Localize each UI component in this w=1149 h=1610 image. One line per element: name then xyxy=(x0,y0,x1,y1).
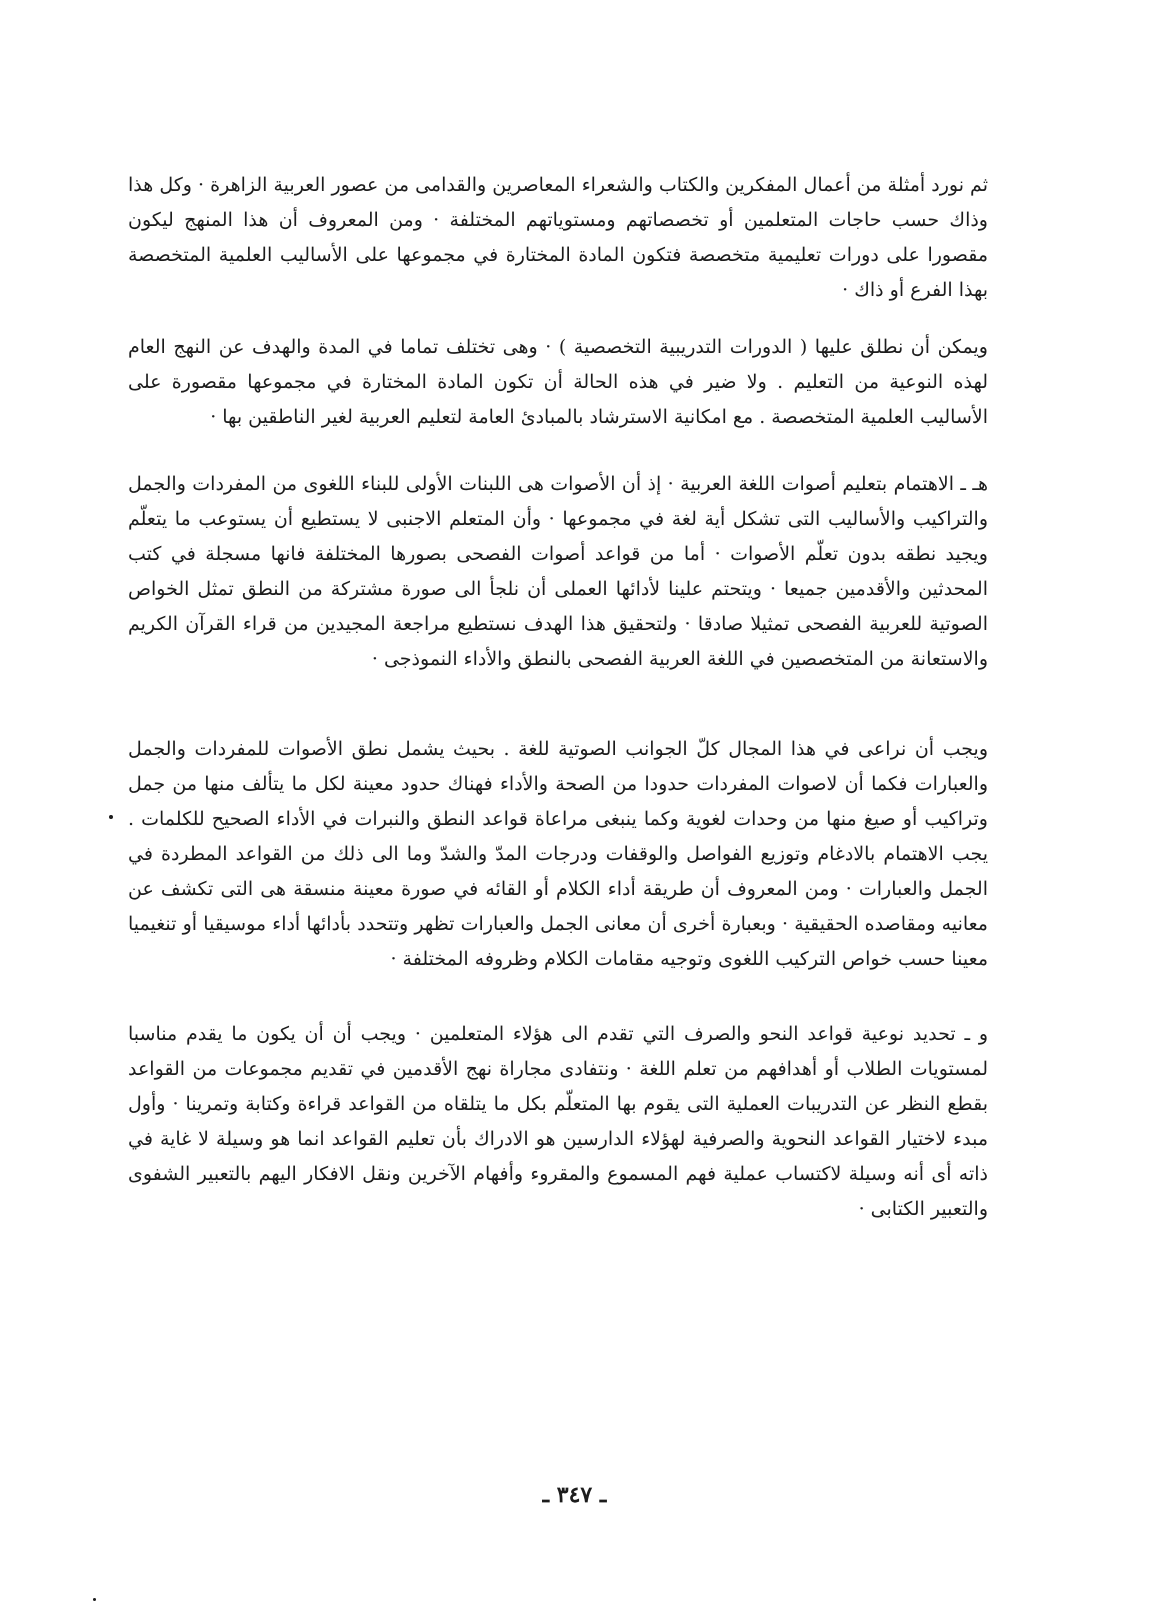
page-number: ـ ٣٤٧ ـ xyxy=(542,1482,607,1508)
page-body xyxy=(128,168,988,1227)
paragraph-3: هـ ـ الاهتمام بتعليم أصوات اللغة العربية · إذ أن الأصوات هى اللبنات الأولى للبناء اللغوى من المفردات والجمل والتراكيب والأساليب التى تشكل أية لغة في مجموعها · وأن المتعلم الاجنبى لا يستطيع أن يستوعب ما يتعلّم ويجيد نطقه بدون تعلّم الأصوات · أما من قواعد أصوات الفصحى بصورها المختلفة فانها مسجلة في كتب المحدثين والأقدمين جميعا · ويتحتم علينا لأدائها العملى أن نلجأ الى صورة مشتركة من النطق تمثل الخواص الصوتية للعربية الفصحى تمثيلا صادقا · ولتحقيق هذا الهدف نستطيع مراجعة المجيدين من قراء القرآن الكريم والاستعانة من المتخصصين في اللغة العربية الفصحى بالنطق والأداء النموذجى · xyxy=(128,473,988,670)
ink-dot-bottom xyxy=(93,1598,96,1601)
paragraph-2: ويمكن أن نطلق عليها ( الدورات التدريبية التخصصية ) · وهى تختلف تماما في المدة والهدف عن النهج العام لهذه النوعية من التعليم . ولا ضير في هذه الحالة أن تكون المادة المختارة في مجموعها مقصورة على الأساليب العلمية المتخصصة . مع امكانية الاسترشاد بالمبادئ العامة لتعليم العربية لغير الناطقين بها · xyxy=(128,336,988,428)
paragraph-4: ويجب أن نراعى في هذا المجال كلّ الجوانب الصوتية للغة . بحيث يشمل نطق الأصوات للمفردات والجمل والعبارات فكما أن لاصوات المفردات حدودا من الصحة والأداء فهناك حدود معينة لكل ما يتألف منها من جمل وتراكيب أو صيغ منها من وحدات لغوية وكما ينبغى مراعاة قواعد النطق والنبرات في الأداء الصحيح للكلمات . يجب الاهتمام بالادغام وتوزيع الفواصل والوقفات ودرجات المدّ والشدّ وما الى ذلك من القواعد المطردة في الجمل والعبارات · ومن المعروف أن طريقة أداء الكلام أو القائه في صورة معينة منسقة هى التى تكشف عن معانيه ومقاصده الحقيقية · وبعبارة أخرى أن معانى الجمل والعبارات تظهر وتتحدد بأدائها أداء موسيقيا أو تنغيميا معينا حسب خواص التركيب اللغوى وتوجيه مقامات الكلام وظروفه المختلفة · xyxy=(128,738,988,970)
paragraph-1: ثم نورد أمثلة من أعمال المفكرين والكتاب والشعراء المعاصرين والقدامى من عصور العربية الزاهرة · وكل هذا وذاك حسب حاجات المتعلمين أو تخصصاتهم ومستوياتهم المختلفة · ومن المعروف أن هذا المنهج ليكون مقصورا على دورات تعليمية متخصصة فتكون المادة المختارة في مجموعها على الأساليب العلمية المتخصصة بهذا الفرع أو ذاك · xyxy=(128,174,988,301)
paragraph-5: و ـ تحديد نوعية قواعد النحو والصرف التي تقدم الى هؤلاء المتعلمين · ويجب أن أن يكون ما يقدم مناسبا لمستويات الطلاب أو أهدافهم من تعلم اللغة · ونتفادى مجاراة نهج الأقدمين في تقديم مجموعات من القواعد بقطع النظر عن التدريبات العملية التى يقوم بها المتعلّم بكل ما يتلقاه من القواعد قراءة وكتابة وتمرينا · وأول مبدء لاختيار القواعد النحوية والصرفية لهؤلاء الدارسين هو الادراك بأن تعليم القواعد انما هو وسيلة لا غاية في ذاته أى أنه وسيلة لاكتساب عملية فهم المسموع والمقروء وأفهام الآخرين ونقل الافكار اليهم بالتعبير الشفوى والتعبير الكتابى · xyxy=(128,1023,988,1220)
ink-dot xyxy=(109,815,113,819)
